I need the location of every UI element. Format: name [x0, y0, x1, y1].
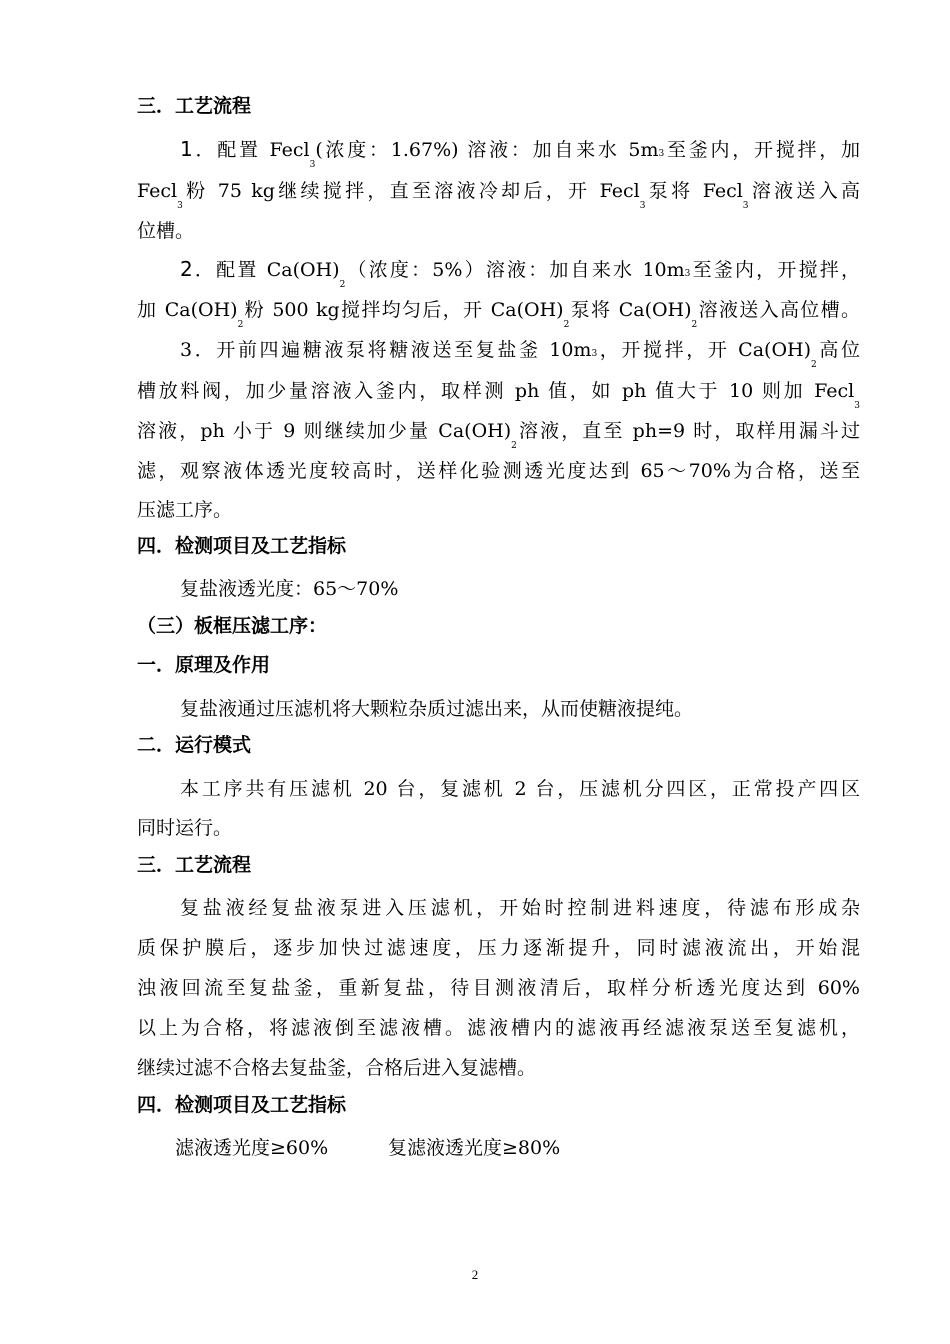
paragraph-line: 压滤工序。: [137, 499, 233, 521]
paragraph-line: 复盐液透光度：65～70%: [180, 578, 399, 600]
text-run: 粉 75 kg继续搅拌，直至溶液冷却后，开 Fecl: [182, 180, 640, 202]
subscript: 3: [309, 160, 316, 170]
text-run: 泵将 Fecl: [645, 180, 743, 202]
subscript: 2: [511, 441, 517, 451]
section-heading-process: 三．工艺流程: [137, 854, 252, 876]
paragraph-line: 同时运行。: [137, 817, 233, 839]
paragraph-line: 以上为合格，将滤液倒至滤液槽。滤液槽内的滤液再经滤液泵送至复滤机，: [137, 1017, 860, 1039]
text-run: （浓度：5%）溶液：加自来水 10m: [345, 259, 685, 281]
paragraph-line: [137, 418, 860, 451]
paragraph-line: 继续过滤不合格去复盐釜，合格后进入复滤槽。: [137, 1057, 537, 1079]
text-run: 至釜内，开搅拌，: [690, 259, 860, 281]
text-run: Fecl: [137, 180, 178, 202]
subscript: 3: [742, 201, 749, 211]
subscript: 3: [854, 401, 860, 411]
paragraph-line: 浊液回流至复盐釜，重新复盐，待目测液清后，取样分析透光度达到 60%: [137, 977, 860, 999]
section-heading-principle: 一．原理及作用: [137, 654, 271, 676]
paragraph-line: [137, 178, 860, 211]
subscript: 2: [237, 320, 244, 330]
step-number: 1: [180, 137, 193, 161]
text-run: 溶液送入高: [748, 180, 860, 202]
text-run: 槽放料阀，加少量溶液入釜内，取样测 ph 值，如 ph 值大于 10 则加 Fecl: [137, 380, 855, 402]
paragraph-line: 质保护膜后，逐步加快过滤速度，压力逐渐提升，同时滤液流出，开始混: [137, 937, 860, 959]
text-run: 溶液，ph 小于 9 则继续加少量 Ca(OH): [137, 420, 512, 442]
indicator-refiltrate: 复滤液透光度≥80%: [388, 1137, 561, 1159]
section-heading-process: 三．工艺流程: [137, 95, 252, 117]
paragraph-line: [137, 297, 860, 330]
paragraph-line: 复盐液经复盐液泵进入压滤机，开始时控制进料速度，待滤布形成杂: [180, 897, 860, 919]
subscript: 2: [811, 360, 817, 370]
text-run: 高位: [816, 339, 860, 361]
paragraph-line: 本工序共有压滤机 20 台，复滤机 2 台，压滤机分四区，正常投产四区: [180, 778, 860, 800]
paragraph-line: [180, 337, 860, 370]
text-run: (浓度：1.67%) 溶液：加自来水 5m: [315, 139, 659, 161]
paragraph-line: [180, 136, 860, 170]
text-run: 溶液，直至 ph=9 时，取样用漏斗过: [516, 420, 860, 442]
paragraph-line: 位槽。: [137, 220, 195, 242]
text-run: 泵将 Ca(OH): [569, 299, 692, 321]
text-run: ，开搅拌，开 Ca(OH): [597, 339, 812, 361]
superscript: 3: [658, 149, 665, 159]
part-heading-filter-press: （三）板框压滤工序：: [137, 615, 328, 637]
subscript: 2: [563, 320, 570, 330]
section-heading-indicators: 四．检测项目及工艺指标: [137, 1094, 347, 1116]
indicator-filtrate: 滤液透光度≥60%: [175, 1137, 329, 1159]
page-number: 2: [471, 1267, 479, 1282]
section-heading-indicators: 四．检测项目及工艺指标: [137, 535, 347, 557]
text-run: 溶液送入高位槽。: [697, 299, 860, 321]
subscript: 2: [339, 280, 346, 290]
text-run: ．配置 Fecl: [192, 139, 310, 161]
text-run: ．配置 Ca(OH): [192, 259, 340, 281]
text-run: 粉 500 kg搅拌均匀后，开 Ca(OH): [243, 299, 564, 321]
paragraph-line: [180, 256, 860, 290]
paragraph-line: 复盐液通过压滤机将大颗粒杂质过滤出来，从而使糖液提纯。: [180, 698, 694, 720]
superscript: 3: [591, 349, 598, 359]
superscript: 3: [684, 269, 691, 279]
paragraph-line: [137, 378, 860, 411]
subscript: 3: [177, 201, 183, 211]
step-number: 2: [180, 257, 193, 281]
paragraph-line: 滤，观察液体透光度较高时，送样化验测透光度达到 65～70%为合格，送至: [137, 460, 860, 482]
text-run: 加 Ca(OH): [137, 299, 238, 321]
subscript: 2: [691, 320, 698, 330]
subscript: 3: [639, 201, 646, 211]
text-run: 3．开前四遍糖液泵将糖液送至复盐釜 10m: [180, 339, 592, 361]
section-heading-operation-mode: 二．运行模式: [137, 734, 252, 756]
text-run: 至釜内，开搅拌，加: [664, 139, 860, 161]
